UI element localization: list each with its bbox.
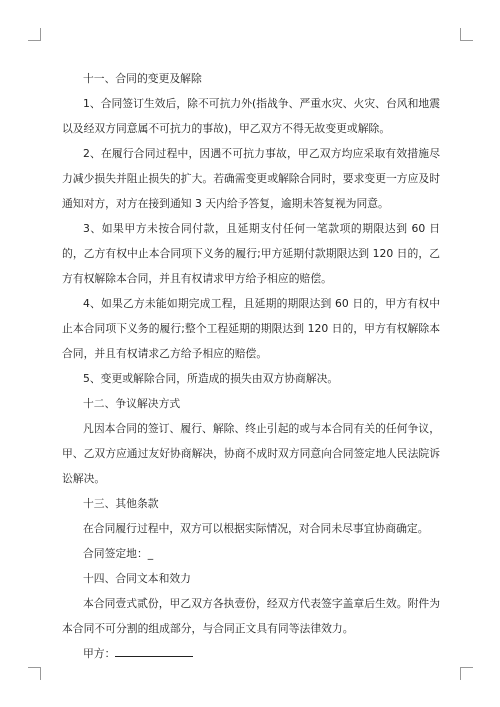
party-a-line xyxy=(62,641,440,666)
clause-13: 在合同履行过程中，双方可以根据实际情况，对合同未尽事宜协商确定。 xyxy=(83,522,429,535)
clause-11-3: 3、如果甲方未按合同付款，且延期支付任何一笔款项的期限达到 60 日的，乙方有权中止本合同项下义务的履行;甲方延期付款期限达到 120 日的，乙方有权解除本合同，并且有权请求甲方给予相应的赔偿。 xyxy=(62,222,440,285)
section-heading-12: 十二、争议解决方式 xyxy=(83,397,181,410)
section-heading-13: 十三、其他条款 xyxy=(83,497,159,510)
clause-11-4: 4、如果乙方未能如期完成工程，且延期的期限达到 60 日的，甲方有权中止本合同项下义务的履行;整个工程延期的期限达到 120 日的，甲方有权解除本合同，并且有权请求乙方给予相应的赔偿。 xyxy=(62,297,440,360)
party-a-label: 甲方： xyxy=(83,647,116,660)
document-body xyxy=(62,66,440,666)
clause-11-5: 5、变更或解除合同，所造成的损失由双方协商解决。 xyxy=(83,372,339,385)
party-a-signature-line xyxy=(115,646,193,657)
clause-12: 凡因本合同的签订、履行、解除、终止引起的或与本合同有关的任何争议，甲、乙双方应通过友好协商解决，协商不成时双方同意向合同签定地人民法院诉讼解决。 xyxy=(62,422,440,485)
crop-mark-top-right xyxy=(460,28,473,41)
clause-11-1: 1、合同签订生效后，除不可抗力外(指战争、严重水灾、火灾、台风和地震以及经双方同意属不可抗力的事故)，甲乙双方不得无故变更或解除。 xyxy=(62,97,440,135)
section-heading-14: 十四、合同文本和效力 xyxy=(83,572,191,585)
section-heading-11: 十一、合同的变更及解除 xyxy=(83,72,202,85)
contract-place-line: 合同签定地：_ xyxy=(83,547,154,560)
crop-mark-bottom-left xyxy=(28,667,41,680)
clause-11-2: 2、在履行合同过程中，因遇不可抗力事故，甲乙双方均应采取有效措施尽力减少损失并阻止损失的扩大。若确需变更或解除合同时，要求变更一方应及时通知对方，对方在接到通知 3 天内给予答复，逾期未答复视为同意。 xyxy=(62,147,440,210)
crop-mark-top-left xyxy=(28,28,41,41)
crop-mark-bottom-right xyxy=(460,667,473,680)
clause-14: 本合同壹式贰份，甲乙双方各执壹份，经双方代表签字盖章后生效。附件为本合同不可分割的组成部分，与合同正文具有同等法律效力。 xyxy=(62,597,440,635)
